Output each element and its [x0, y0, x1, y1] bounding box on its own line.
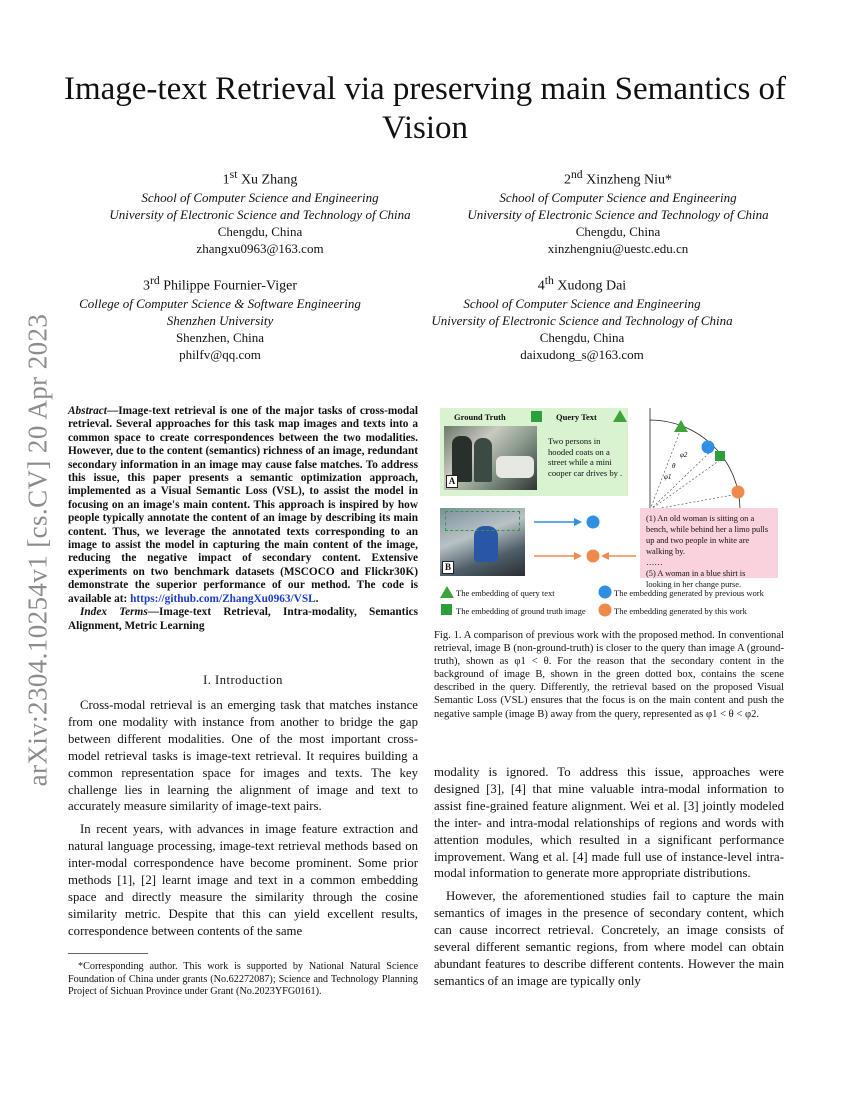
footnote: *Corresponding author. This work is supported by National Natural Science Foundation of China under grants (No.62272087); Science and Technology Planning Project of Sichuan Province under Grant (No.2023YFG0161). — [68, 961, 418, 997]
ground-truth-square-icon — [531, 411, 542, 422]
legend-ours: The embedding generated by this work — [614, 606, 747, 616]
embedding-space-diagram — [640, 406, 780, 514]
image-a-photo — [444, 426, 537, 490]
ray-gt — [650, 460, 720, 510]
previous-embedding-circle — [702, 441, 715, 454]
legend-query: The embedding of query text — [456, 588, 555, 598]
index-terms: Index Terms—Image-text Retrieval, Intra-modality, Semantics Alignment, Metric Learning — [68, 606, 418, 632]
legend-ground-truth: The embedding of ground truth image — [456, 606, 586, 616]
author-block-1: 1st Xu Zhang School of Computer Science and Engineering University of Electronic Science and Technology of China Chengdu, China zhangxu0963@163.com — [109, 168, 411, 256]
query-text: Two persons in hooded coats on a street while a mini cooper car drives by . — [548, 436, 623, 478]
body-paragraph: However, the aforementioned studies fail to capture the main semantics of images in the presence of secondary content, which can cause incorrect retrieval. Concretely, an image consists of several different semantic regions, from where model can obtain abundant features to describe different contents. However the main semantics of an image are typically only — [434, 889, 784, 988]
code-link[interactable]: https://github.com/ZhangXu0963/VSL — [130, 592, 316, 605]
legend-orange-circle-icon — [598, 603, 612, 617]
query-triangle-icon — [613, 410, 627, 422]
theta-label: θ — [672, 462, 676, 470]
body-paragraph: modality is ignored. To address this issue, approaches were designed [3], [4] that mine valuable intra-modal information to assist fine-grained feature alignment. Wei et al. [3] jointly modeled the inter- and intra-modal relationships of regions and words with attention modules, which resulted in a significant performance improvement. Wang et al. [4] made full use of instance-level intra-modal information to generate more appropriate distributions. — [434, 765, 784, 881]
legend-triangle-icon — [440, 586, 454, 598]
paper-title: Image-text Retrieval via preserving main Semantics of Vision — [63, 71, 787, 146]
author-block-4: 4th Xudong Dai School of Computer Science and Engineering University of Electronic Science and Technology of China Chengdu, China daixudong_s@163.com — [431, 274, 733, 362]
arxiv-stamp: arXiv:2304.10254v1 [cs.CV] 20 Apr 2023 — [22, 313, 53, 787]
intro-paragraph: Cross-modal retrieval is an emerging task that matches instance from one modality with instance from another to bridge the gap between different modalities. One of the most important cross-model retrieval tasks is image-text retrieval. It requires building a common representation space for images and texts. The key challenge lies in learning the alignment of image and text to accurately measure similarity of image-text pairs. — [68, 698, 418, 814]
ground-truth-label: Ground Truth — [454, 412, 506, 422]
intro-paragraph: In recent years, with advances in image feature extraction and natural language processing, image-text retrieval methods based on inter-modal correspondence have become prominent. Some prior methods [1], [2] learnt image and text in a common embedding space and directly measure the similarity through the cosine similarity metric. Despite that this can yield excellent results, correspondence between contents of the same — [68, 822, 418, 938]
right-column-text — [434, 764, 784, 996]
section-heading-introduction: I. Introduction — [203, 673, 283, 687]
abstract: Abstract—Image-text retrieval is one of the major tasks of cross-modal retrieval. Several approaches for this task map images and texts into a common space to create correspondences between the two modalities. However, due to the content (semantics) richness of an image, redundant secondary information in an image may cause false matches. To address this issue, this paper presents a semantic optimization approach, implemented as a Visual Semantic Loss (VSL), to assist the model in focusing on an image's main content. This approach is inspired by how people typically annotate the content of an image by describing its main content. Thus, we leverage the annotated texts corresponding to an image to assist the model in capturing the main content of the image, reducing the negative impact of secondary content. Extensive experiments on two benchmark datasets (MSCOCO and Flickr30K) demonstrate the superior performance of our method. The code is available at: https://github.com/ZhangXu0963/VSL. Index Terms—Image-text Retrieval, Intra-modality, Semantics Alignment, Metric Learning — [68, 405, 418, 632]
gt-embedding-square — [715, 451, 725, 461]
phi2-label: φ2 — [680, 451, 688, 459]
legend-previous: The embedding generated by previous work — [614, 588, 764, 598]
previous-embedding-circle — [587, 516, 600, 529]
author-block-3: 3rd Philippe Fournier-Viger College of Computer Science & Software Engineering Shenzhen University Shenzhen, China philfv@qq.com — [79, 274, 361, 362]
ray-previous — [650, 452, 710, 510]
query-text-label: Query Text — [556, 412, 597, 422]
phi1-label: φ1 — [664, 473, 672, 481]
embedding-arrows — [530, 514, 640, 570]
ray-query — [650, 426, 682, 510]
footnote-rule — [68, 953, 148, 954]
figure-1 — [432, 402, 787, 624]
person-figure — [474, 438, 492, 482]
author-block-2: 2nd Xinzheng Niu* School of Computer Science and Engineering University of Electronic Science and Technology of China Chengdu, China xinzhengniu@uestc.edu.cn — [467, 168, 769, 256]
image-a-label: A — [446, 475, 458, 488]
person-blue-shirt — [474, 526, 498, 562]
image-b-label: B — [442, 561, 454, 574]
ours-embedding-circle — [587, 550, 600, 563]
intro-text — [68, 697, 418, 946]
figure-caption: Fig. 1. A comparison of previous work with the proposed method. In conventional retrieval, image B (non-ground-truth) is closer to the query than image A (ground-truth), shown as φ1 < θ. For the reason that the secondary content in the background of image B, shown in the green dotted box, contains the scene described in the query. Differently, the retrieval based on the proposed Visual Semantic Loss (VSL) ensures that the focus is on the main content and push the negative sample (image B) away from the query, represented as φ1 < θ < φ2. — [434, 630, 784, 720]
unit-arc — [650, 420, 740, 510]
image-b-photo — [440, 508, 525, 576]
car-shape — [496, 456, 534, 478]
legend-blue-circle-icon — [598, 585, 612, 599]
query-embedding-triangle — [674, 420, 688, 432]
ours-embedding-circle — [732, 486, 745, 499]
captions-box: (1) An old woman is sitting on a bench, while behind her a limo pulls up and two people in white are walking by. …… (5) A woman in a blue shirt is looking in her change purse. — [640, 508, 778, 578]
secondary-content-dotted-box — [445, 511, 520, 531]
legend-square-icon — [441, 604, 452, 615]
